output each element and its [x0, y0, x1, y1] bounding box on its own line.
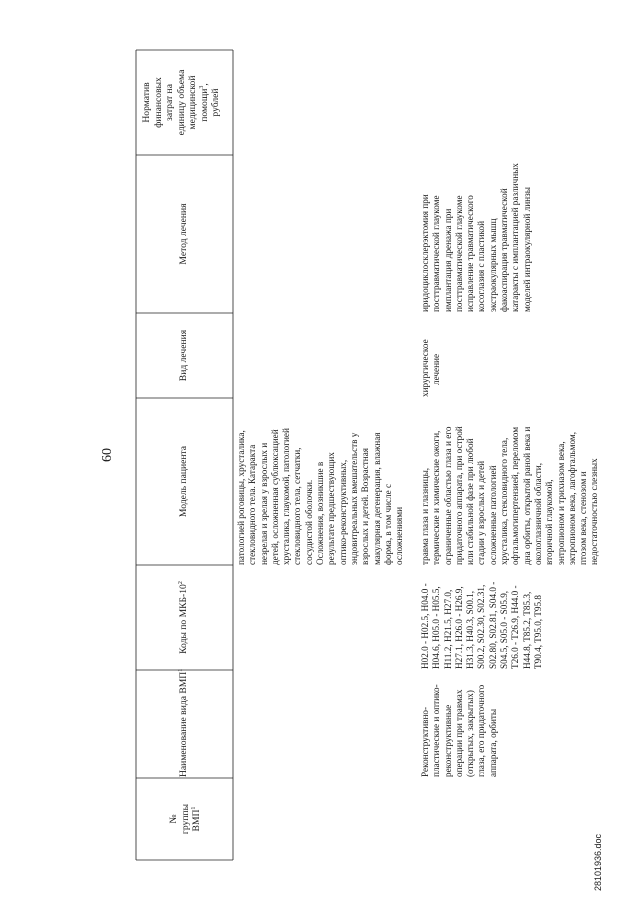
- text-line: эктропионом века, лагофтальмом,: [566, 432, 577, 565]
- text-line: глаза, его придаточного: [476, 684, 487, 777]
- text-line: эндовитреальных вмешательств у: [348, 432, 359, 565]
- header-patient-model: Модель пациента: [178, 445, 189, 518]
- text-line: операции при травмах: [453, 689, 464, 777]
- text-line: придаточного аппарата, при острой: [453, 426, 464, 565]
- text-line: H27.1, H26.0 - H26.9,: [453, 586, 464, 669]
- text-line: хирургическое: [420, 339, 430, 397]
- text-line: хрусталика, стекловидного тела,: [499, 437, 510, 565]
- header-treatment-type: Вид лечения: [178, 329, 189, 382]
- header-norm-line: помощи$^3$,: [198, 83, 210, 122]
- text-line: стекловидного тела. Катаракта: [247, 444, 258, 565]
- header-group-line: группы: [179, 803, 191, 835]
- header-financial-norm: [141, 51, 222, 154]
- text-line: вторичной глаукомой,: [544, 479, 555, 565]
- text-line: H04.6, H05.0 - H05.5,: [431, 586, 442, 669]
- text-line: (открытых, закрытых): [465, 690, 476, 777]
- text-line: энтропионом и трихиазом века,: [555, 441, 566, 565]
- text-line: пластические и оптико-: [431, 684, 442, 777]
- text-line: стекловидного тела, сетчатки,: [292, 447, 303, 565]
- text-line: детей, осложненная сублюксацией: [269, 429, 280, 565]
- text-line: косоглазия с пластикой: [476, 221, 487, 312]
- text-line: патологией роговицы, хрусталика,: [236, 430, 246, 565]
- header-vmp-name-text: Наименование вида ВМП: [178, 671, 189, 777]
- continuation-patient-model: [236, 428, 405, 565]
- header-norm-line: единицу объема: [175, 69, 187, 136]
- text-line: моделей интраокулярной линзы: [521, 187, 532, 312]
- header-group-line: №: [168, 814, 179, 824]
- text-line: хрусталика, глаукомой, патологией: [281, 428, 292, 565]
- text-line: или стабильной фазе при любой: [465, 438, 476, 565]
- text-line: реконструктивные: [442, 704, 453, 777]
- text-line: результате предшествующих: [326, 452, 337, 565]
- text-line: макулярная дегенерация, влажная: [371, 432, 382, 565]
- header-treatment-method: Метод лечения: [178, 203, 189, 265]
- text-line: T26.0 - T26.9, H44.0 -: [510, 585, 521, 669]
- text-line: взрослых и детей. Возрастная: [360, 447, 371, 565]
- text-line: окологлазничной области,: [532, 462, 543, 565]
- row-icd-codes: [420, 582, 544, 669]
- row-vmp-name: [420, 684, 499, 777]
- text-line: имплантация дренажа при: [442, 208, 453, 312]
- text-line: Реконструктивно-: [420, 706, 430, 777]
- text-line: аппарата, орбиты: [487, 708, 498, 777]
- text-line: Осложнения, возникшие в: [315, 461, 326, 565]
- text-line: H31.3, H40.3, S00.1,: [465, 590, 476, 669]
- header-vmp-name: Наименование вида ВМП$^1$: [177, 668, 189, 777]
- header-norm-line: затрат на: [164, 84, 175, 121]
- text-line: посттравматической глаукоме: [431, 195, 442, 312]
- text-line: S02.80, S02.81, S04.0 -: [487, 581, 498, 669]
- text-line: посттравматической глаукоме: [453, 195, 464, 312]
- text-line: иридоциклосклерэктомия при: [420, 194, 430, 312]
- header-norm-line: финансовых: [152, 77, 164, 128]
- text-line: травма глаза и глазницы,: [420, 467, 430, 565]
- text-line: осложнениями: [394, 507, 405, 565]
- text-line: лечение: [431, 353, 442, 385]
- row-patient-model: [420, 426, 601, 565]
- text-line: факоаспирация травматической: [499, 188, 510, 312]
- header-norm-line: рублей: [210, 88, 221, 117]
- row-treatment-method: [420, 163, 533, 312]
- text-line: экстраокулярных мышц: [487, 218, 498, 312]
- row-treatment-type: [420, 339, 443, 397]
- text-line: ограниченные областью глаза и его: [442, 426, 453, 565]
- header-norm-line: медицинской: [187, 75, 198, 130]
- text-line: незрелая и зрелая у взрослых и: [258, 442, 269, 565]
- header-norm-text: помощи: [198, 88, 210, 122]
- text-line: стадии у взрослых и детей: [476, 460, 487, 565]
- header-norm-line: Норматив: [141, 82, 152, 123]
- text-line: H11.2, H21.5, H27.0,: [442, 589, 453, 669]
- text-line: оптико-реконструктивных,: [337, 459, 348, 565]
- header-icd-codes-text: Коды по МКБ-10: [178, 584, 189, 654]
- text-line: катаракты с имплантацией различных: [510, 163, 521, 312]
- text-line: S00.2, S02.30, S02.31,: [476, 584, 487, 669]
- text-line: сосудистой оболочки.: [303, 479, 314, 565]
- text-line: осложненные патологией: [487, 465, 498, 565]
- text-line: H44.8, T85.2, T85.3,: [521, 591, 532, 669]
- text-line: S04.5, S05.0 - S05.9,: [499, 590, 510, 669]
- text-line: исправление травматического: [465, 195, 476, 312]
- text-line: T90.4, T95.0, T95.8: [532, 595, 543, 669]
- text-line: недостаточностью слезных: [589, 458, 600, 565]
- header-group-number: [168, 781, 203, 857]
- text-line: термические и химические ожоги,: [431, 430, 442, 565]
- text-line: дна орбиты, открытой раной века и: [521, 426, 532, 565]
- header-group-text: ВМП: [191, 809, 202, 832]
- page-number: 60: [100, 448, 115, 462]
- text-line: офтальмогипертензией, переломом: [510, 426, 521, 565]
- text-line: H02.0 - H02.5, H04.0 -: [420, 583, 430, 669]
- text-line: форма, в том числе с: [382, 483, 393, 565]
- header-icd-codes: Коды по МКБ-$10^2$: [177, 581, 189, 654]
- header-group-line: ВМП$^1$: [190, 806, 202, 832]
- text-line: птозом века, стенозом и: [578, 471, 589, 565]
- document-filename: 28101936.doc: [593, 833, 603, 891]
